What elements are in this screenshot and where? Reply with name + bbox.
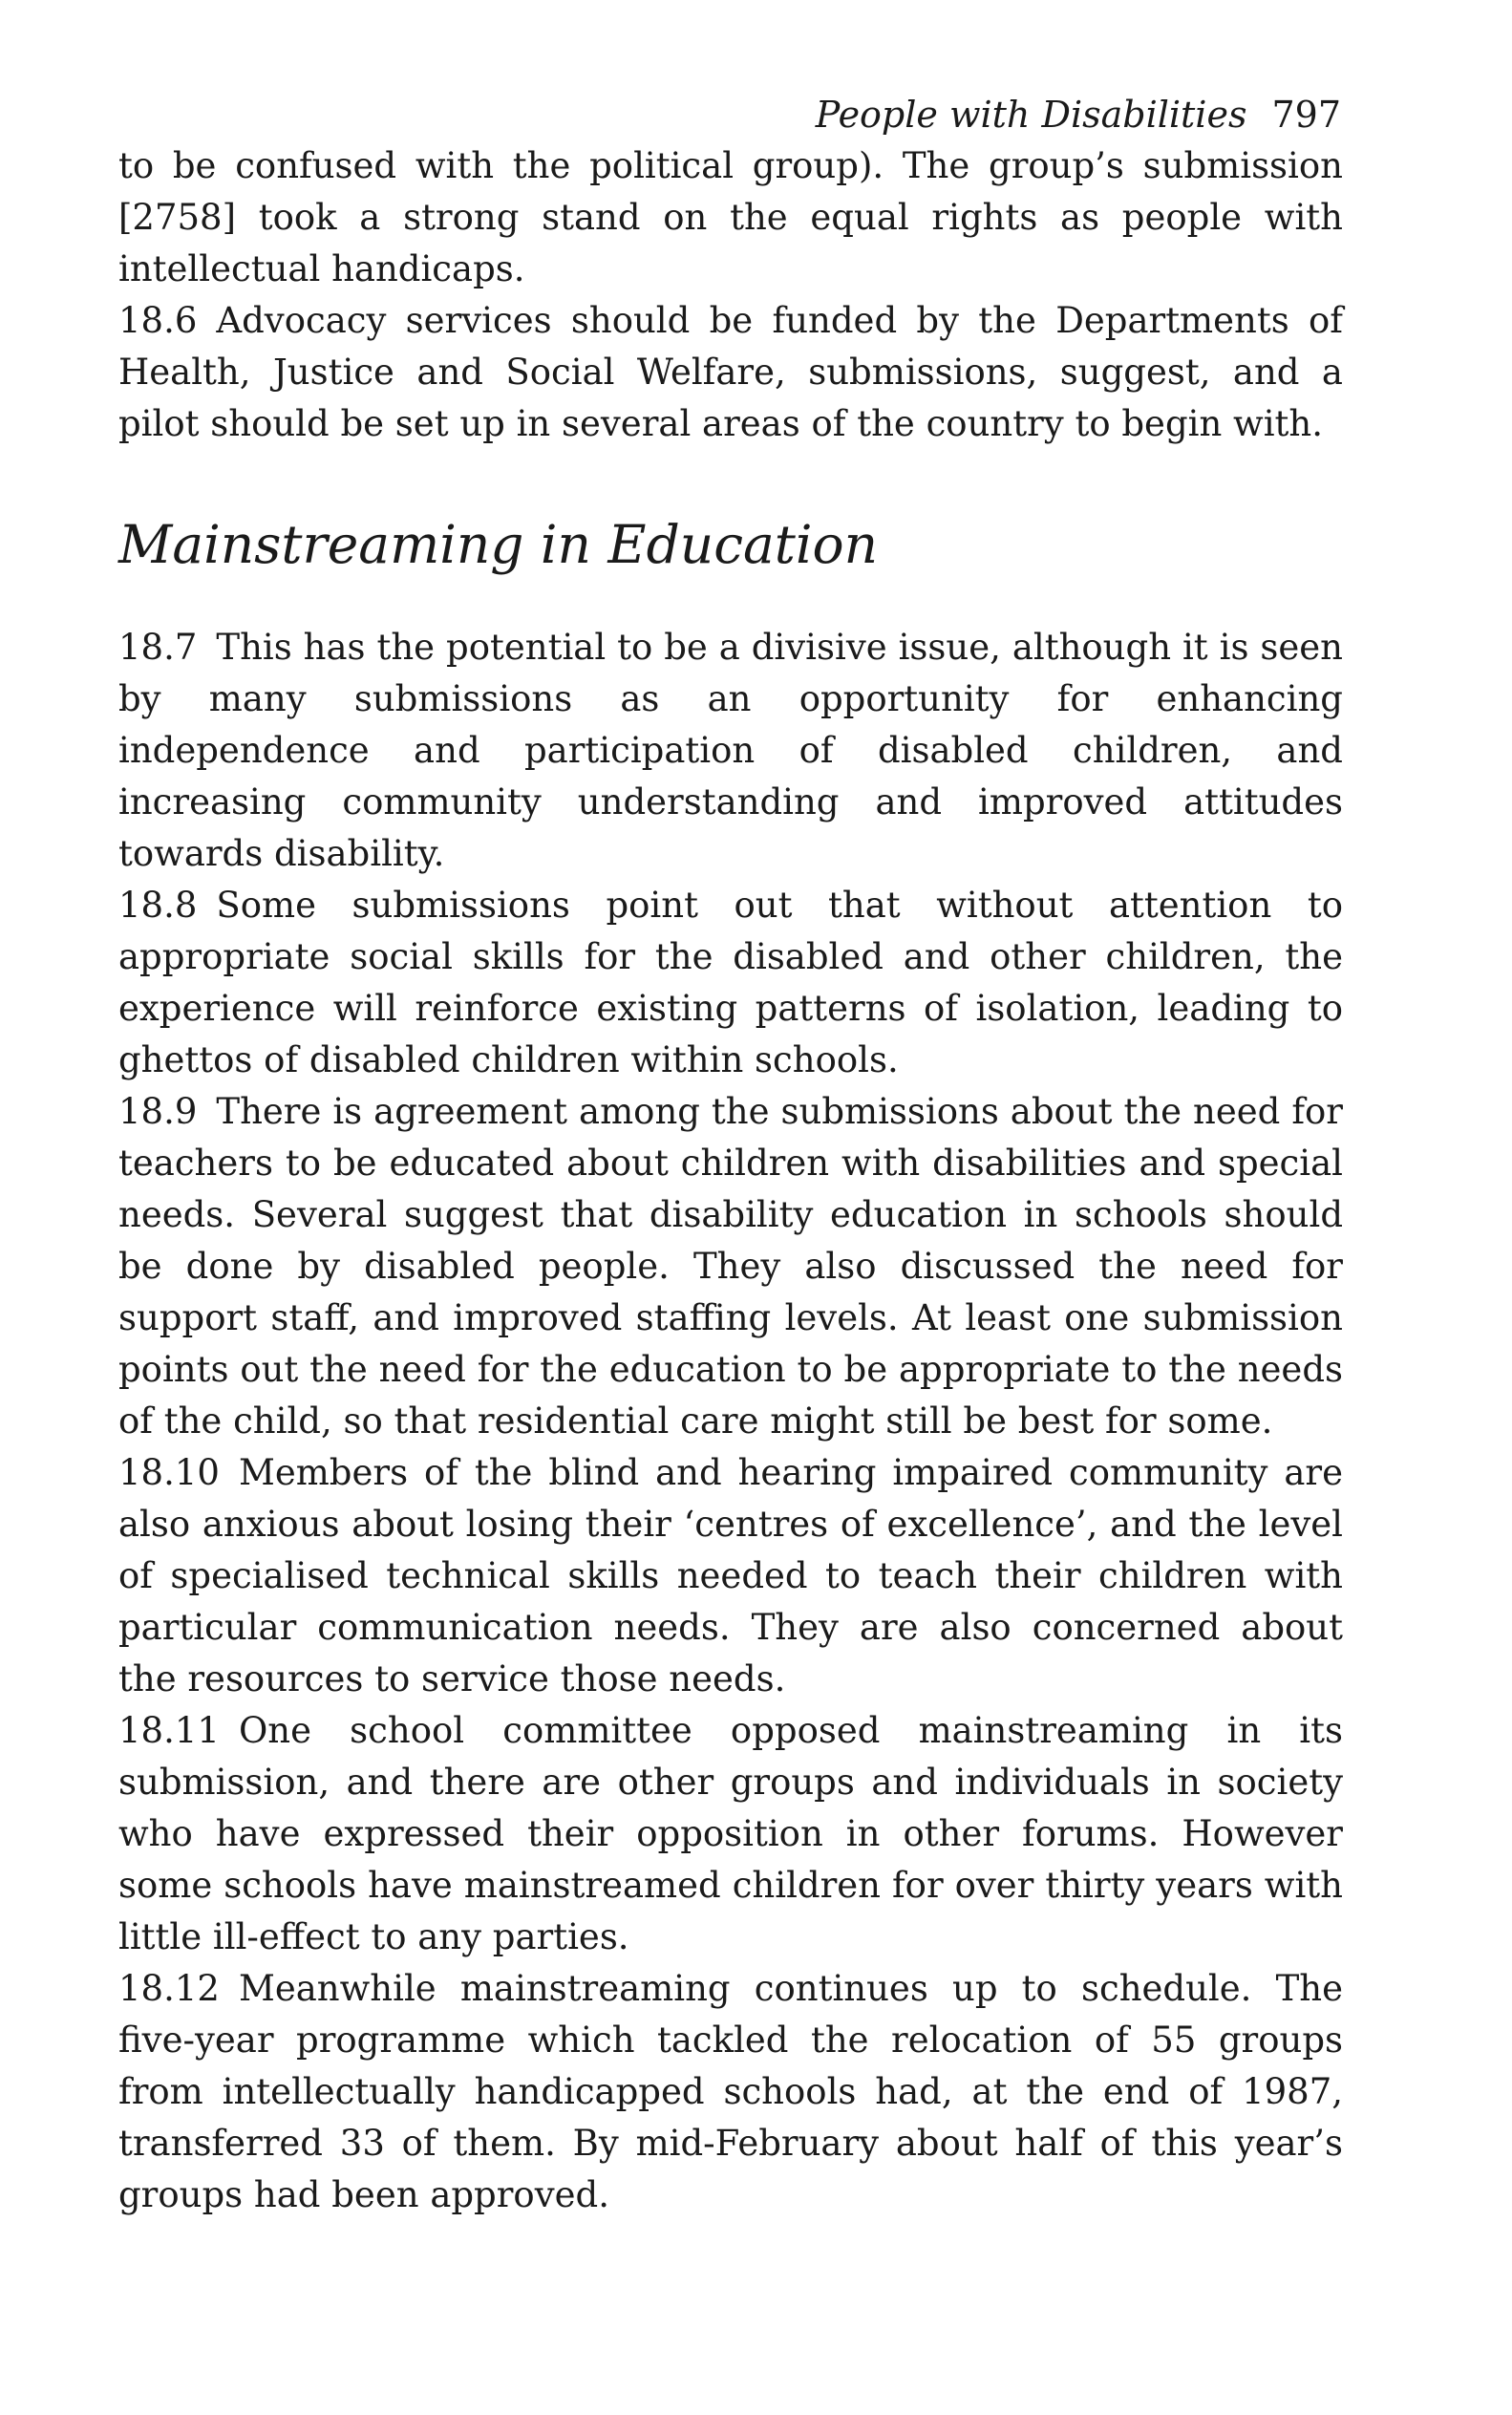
paragraph-text: Meanwhile mainstreaming continues up to schedule. The five-year programme which tackled the relocation of 55 groups from intellectually handicapped schools had, at the end of 1987, transferred 33 of them. By mid-February about half of this year’s groups had been approved. xyxy=(118,1968,1343,2216)
paragraph-continued xyxy=(118,140,1343,295)
paragraph-number: 18.12 xyxy=(118,1968,220,2010)
paragraph-18-6 xyxy=(118,295,1343,450)
paragraph-18-7 xyxy=(118,622,1343,880)
paragraph-18-11 xyxy=(118,1705,1343,1963)
paragraph-text: Some submissions point out that without attention to appropriate social skills for the disabled and other children, the experience will reinforce existing patterns of isolation, leading to ghettos of disabled children within schools. xyxy=(118,885,1343,1081)
paragraph-18-9 xyxy=(118,1086,1343,1447)
paragraph-number: 18.6 xyxy=(118,300,198,342)
paragraph-number: 18.11 xyxy=(118,1710,220,1752)
paragraph-18-8 xyxy=(118,880,1343,1086)
page-number: 797 xyxy=(1271,94,1341,136)
paragraph-18-10 xyxy=(118,1447,1343,1705)
paragraph-number: 18.10 xyxy=(118,1452,220,1494)
paragraph-text: This has the potential to be a divisive issue, although it is seen by many submissions as an opportunity for enhancing independence and participation of disabled children, and increasing community understanding and improved attitudes towards disability. xyxy=(118,627,1343,875)
paragraph-text: There is agreement among the submissions about the need for teachers to be educated about children with disabilities and special needs. Several suggest that disability education in schools should be done by disabled people. They also discussed the need for support staff, and improved staffing levels. At least one submission points out the need for the education to be appropriate to the needs of the child, so that residential care might still be best for some. xyxy=(118,1091,1343,1443)
running-head-title: People with Disabilities xyxy=(815,94,1247,136)
paragraph-number: 18.8 xyxy=(118,885,198,927)
running-head xyxy=(118,92,1343,139)
paragraph-text: to be confused with the political group). The group’s submission [2758] took a strong stand on the equal rights as people with intellectual handicaps. xyxy=(118,145,1343,290)
section-heading: Mainstreaming in Education xyxy=(118,514,879,576)
paragraph-text: One school committee opposed mainstreaming in its submission, and there are other groups and individuals in society who have expressed their opposition in other forums. However some schools have mainstreamed children for over thirty years with little ill-effect to any parties. xyxy=(118,1710,1343,1958)
paragraph-text: Advocacy services should be funded by the Departments of Health, Justice and Social Welfare, submissions, suggest, and a pilot should be set up in several areas of the country to begin with. xyxy=(118,300,1343,445)
paragraph-18-12 xyxy=(118,1963,1343,2221)
paragraph-number: 18.9 xyxy=(118,1091,198,1133)
document-page xyxy=(118,92,1343,2221)
paragraph-number: 18.7 xyxy=(118,627,198,669)
paragraph-text: Members of the blind and hearing impaired community are also anxious about losing their ‘centres of excellence’, and the level of specialised technical skills needed to teach their children with particular communication needs. They are also concerned about the resources to service those needs. xyxy=(118,1452,1343,1700)
